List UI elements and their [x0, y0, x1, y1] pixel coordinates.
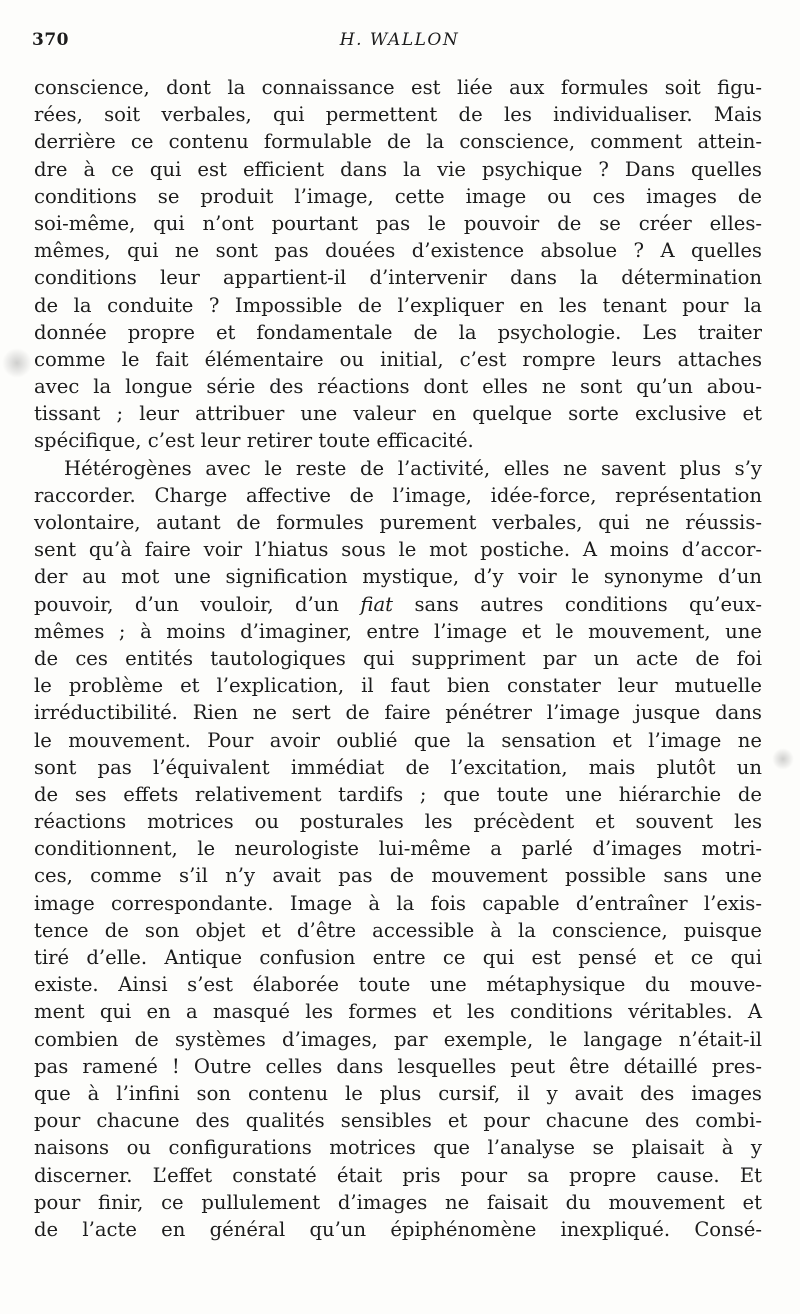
text-line: conditionnent, le neurologiste lui-même a parlé d’images motri- [34, 837, 762, 861]
running-head [32, 30, 767, 56]
text-line: pas ramené ! Outre celles dans lesquelles peut être détaillé pres- [34, 1054, 762, 1078]
text-line: conscience, dont la connaissance est liée aux formules soit figu- [34, 76, 762, 99]
text-line: que à l’infini son contenu le plus cursif, il y avait des images [34, 1081, 762, 1105]
text-line: de l’acte en général qu’un épiphénomène inexpliqué. Consé- [34, 1217, 762, 1241]
paragraph-1 [34, 74, 762, 455]
running-head-author: H. WALLON [339, 30, 460, 50]
text-line: raccorder. Charge affective de l’image, idée-force, représentation [34, 483, 762, 507]
text-line: tissant ; leur attribuer une valeur en quelque sorte exclusive et [34, 402, 762, 426]
text-line: ment qui en a masqué les formes et les conditions véritables. A [34, 1000, 762, 1024]
text-line: donnée propre et fondamentale de la psychologie. Les traiter [34, 320, 762, 344]
paragraph-2 [34, 455, 762, 1243]
text-line: spécifique, c’est leur retirer toute efficacité. [34, 429, 474, 453]
text-line: le problème et l’explication, il faut bien constater leur mutuelle [34, 674, 762, 698]
text-line: ces, comme s’il n’y avait pas de mouvement possible sans une [34, 864, 762, 888]
text-line: réactions motrices ou posturales les précèdent et souvent les [34, 810, 762, 834]
text-line: le mouvement. Pour avoir oublié que la sensation et l’image ne [34, 728, 762, 752]
text-line: de ces entités tautologiques qui suppriment par un acte de foi [34, 646, 762, 670]
text-line: existe. Ainsi s’est élaborée toute une métaphysique du mouve- [34, 973, 762, 997]
body-text [34, 74, 762, 1243]
text-line: discerner. L’effet constaté était pris pour sa propre cause. Et [34, 1163, 762, 1187]
text-line: mêmes ; à moins d’imaginer, entre l’image et le mouvement, une [34, 619, 762, 643]
text-line: derrière ce contenu formulable de la conscience, comment attein- [34, 130, 762, 154]
text-line: soi-même, qui n’ont pourtant pas le pouvoir de se créer elles- [34, 211, 762, 235]
text-line: rées, soit verbales, qui permettent de les individualiser. Mais [34, 103, 762, 127]
text-line: irréductibilité. Rien ne sert de faire pénétrer l’image jusque dans [34, 701, 762, 725]
text-line: tiré d’elle. Antique confusion entre ce qui est pensé et ce qui [34, 946, 762, 969]
text-line: volontaire, autant de formules purement verbales, qui ne réussis- [34, 511, 762, 534]
text-line: sent qu’à faire voir l’hiatus sous le mot postiche. A moins d’accor- [34, 538, 762, 562]
text-line: de ses effets relativement tardifs ; que toute une hiérarchie de [34, 782, 762, 806]
text-line: conditions leur appartient-il d’intervenir dans la détermination [34, 266, 762, 290]
text-line: pouvoir, d’un vouloir, d’un fiat sans autres conditions qu’eux- [34, 592, 762, 616]
text-line: Hétérogènes avec le reste de l’activité, elles ne savent plus s’y [64, 456, 762, 480]
text-line: der au mot une signification mystique, d’y voir le synonyme d’un [34, 565, 762, 589]
text-line: image correspondante. Image à la fois capable d’entraîner l’exis- [34, 891, 762, 915]
italic-word: fiat [360, 592, 394, 616]
text-line: sont pas l’équivalent immédiat de l’excitation, mais plutôt un [34, 755, 762, 779]
margin-smudge [772, 748, 794, 770]
text-line: dre à ce qui est efficient dans la vie psychique ? Dans quelles [34, 157, 762, 181]
margin-smudge [2, 348, 32, 378]
text-line: combien de systèmes d’images, par exemple, le langage n’était-il [34, 1027, 762, 1051]
text-line: mêmes, qui ne sont pas douées d’existence absolue ? A quelles [34, 239, 762, 263]
text-line: pour chacune des qualités sensibles et pour chacune des combi- [34, 1109, 762, 1133]
text-line: avec la longue série des réactions dont elles ne sont qu’un abou- [34, 375, 762, 399]
text-line: conditions se produit l’image, cette image ou ces images de [34, 184, 762, 208]
text-line: pour finir, ce pullulement d’images ne faisait du mouvement et [34, 1190, 762, 1214]
text-line: naisons ou configurations motrices que l’analyse se plaisait à y [34, 1136, 762, 1160]
text-line: tence de son objet et d’être accessible à la conscience, puisque [34, 918, 762, 942]
page-number: 370 [32, 30, 69, 50]
text-line: de la conduite ? Impossible de l’expliquer en les tenant pour la [34, 293, 762, 317]
text-line: comme le fait élémentaire ou initial, c’est rompre leurs attaches [34, 347, 762, 371]
